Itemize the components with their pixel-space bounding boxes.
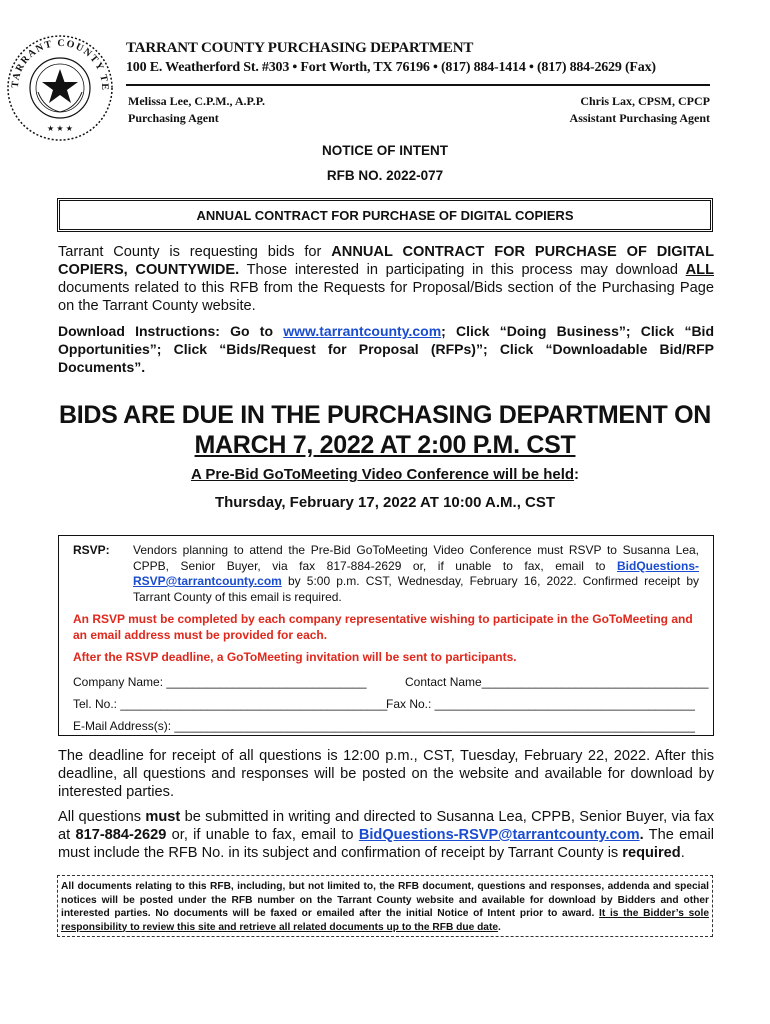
assistant-agent-block (570, 93, 710, 127)
county-website-link[interactable]: www.tarrantcounty.com (283, 323, 442, 339)
department-title: TARRANT COUNTY PURCHASING DEPARTMENT (126, 40, 474, 56)
rsvp-email-link[interactable]: BidQuestions-RSVP@tarrantcounty.com (133, 558, 699, 588)
prebid-heading (0, 466, 770, 483)
purchasing-agent-title: Purchasing Agent (128, 111, 219, 125)
questions-deadline-paragraph: The deadline for receipt of all questions is 12:00 p.m., CST, Tuesday, February 22, 2022. After this deadline, all questions and responses will be posted on the website and available for download by interested parties. (58, 748, 714, 800)
telephone-field[interactable]: Tel. No.: ________________________________________ (73, 697, 388, 711)
prebid-date: Thursday, February 17, 2022 AT 10:00 A.M., CST (214, 494, 556, 511)
notice-heading: NOTICE OF INTENT (322, 143, 448, 158)
rsvp-instructions (133, 543, 699, 605)
footer-responsibility-text: It is the Bidder’s sole responsibility to review this site and retrieve all related documents up to the RFB due date (61, 908, 709, 933)
svg-text:TARRANT COUNTY TEXAS: TARRANT COUNTY TE (9, 37, 111, 92)
questions-text-4: The email must include the RFB No. in its subject and confirmation of receipt by Tarrant County is (58, 827, 714, 861)
svg-text:★ ★ ★: ★ ★ ★ (47, 124, 73, 133)
fax-field[interactable]: Fax No.: _______________________________________ (386, 697, 695, 711)
purchasing-agent-block (128, 93, 265, 127)
footer-notice-box (57, 875, 713, 937)
intro-contract-name: ANNUAL CONTRACT FOR PURCHASE OF DIGITAL COPIERS, COUNTYWIDE. (58, 244, 714, 278)
county-seal-logo (4, 32, 116, 144)
must-emphasis: must (145, 809, 181, 825)
questions-text-2: be submitted in writing and directed to Susanna Lea, CPPB, Senior Buyer, via fax at (58, 809, 714, 843)
download-label: Download Instructions: Go to (58, 323, 284, 339)
period: . (639, 827, 644, 843)
bids-due-heading: BIDS ARE DUE IN THE PURCHASING DEPARTMENT ON (58, 401, 712, 429)
footer-end: . (498, 921, 501, 933)
intro-all-emphasis: ALL (685, 262, 714, 278)
questions-text: All questions (58, 809, 146, 825)
prebid-heading-text: A Pre-Bid GoToMeeting Video Conference will be held (190, 466, 575, 483)
questions-email-link[interactable]: BidQuestions-RSVP@tarrantcounty.com (358, 827, 640, 843)
download-instructions (58, 322, 714, 376)
questions-end: . (680, 845, 685, 861)
questions-text-3: or, if unable to fax, email to (166, 827, 359, 843)
rsvp-label: RSVP: (73, 543, 110, 557)
download-steps: ; Click “Doing Business”; Click “Bid Opportunities”; Click “Bids/Request for Proposal (RFPs)”; Click “Downloadable Bid/RFP Documents”. (58, 323, 714, 375)
intro-text-2: Those interested in participating in this process may download (239, 262, 686, 278)
rsvp-box (58, 535, 714, 736)
department-address: 100 E. Weatherford St. #303 • Fort Worth, TX 76196 • (817) 884-1414 • (817) 884-2629 (Fax) (126, 60, 656, 75)
questions-submission-paragraph (58, 808, 714, 862)
required-emphasis: required (622, 845, 681, 861)
rfb-number: RFB NO. 2022-077 (326, 168, 444, 183)
contract-title: ANNUAL CONTRACT FOR PURCHASE OF DIGITAL COPIERS (196, 207, 574, 223)
assistant-agent-name: Chris Lax, CPSM, CPCP (580, 94, 710, 108)
contact-name-field[interactable]: Contact Name__________________________________ (405, 675, 709, 689)
intro-text-3: documents related to this RFB from the Requests for Proposal/Bids section of the Purchasing Page on the Tarrant County website. (58, 280, 714, 314)
header-divider (126, 84, 710, 86)
purchasing-agent-name: Melissa Lee, C.P.M., A.P.P. (128, 94, 265, 108)
bids-due-date: MARCH 7, 2022 AT 2:00 P.M. CST (194, 431, 576, 459)
company-name-field[interactable]: Company Name: ______________________________ (73, 675, 367, 689)
fax-number: 817-884-2629 (75, 827, 167, 843)
email-address-field[interactable]: E-Mail Address(s): ______________________________________________________________________________ (73, 719, 695, 733)
contract-title-box (57, 198, 713, 232)
intro-text: Tarrant County is requesting bids for (58, 244, 332, 260)
rsvp-requirement-notice: An RSVP must be completed by each company representative wishing to participate in the GoToMeeting and an email address must be provided for each. (73, 612, 693, 642)
intro-paragraph (58, 243, 714, 315)
prebid-colon: : (574, 466, 580, 483)
footer-notice-text: All documents relating to this RFB, including, but not limited to, the RFB document, questions and responses, addenda and special notices will be posted under the RFB number on the Tarrant County website and available for download by Bidders and other interested parties. No documents will be faxed or emailed after the initial Notice of Intent prior to award. (61, 881, 709, 919)
rsvp-text: Vendors planning to attend the Pre-Bid GoToMeeting Video Conference must RSVP to Susanna Lea, CPPB, Senior Buyer, via fax 817-884-2629 or, if unable to fax, email to (133, 543, 699, 573)
assistant-agent-title: Assistant Purchasing Agent (569, 111, 710, 125)
rsvp-text-2: by 5:00 p.m. CST, Wednesday, February 16, 2022. Confirmed receipt by Tarrant County of this email is required. (133, 574, 699, 604)
rsvp-invitation-notice: After the RSVP deadline, a GoToMeeting invitation will be sent to participants. (73, 650, 517, 664)
